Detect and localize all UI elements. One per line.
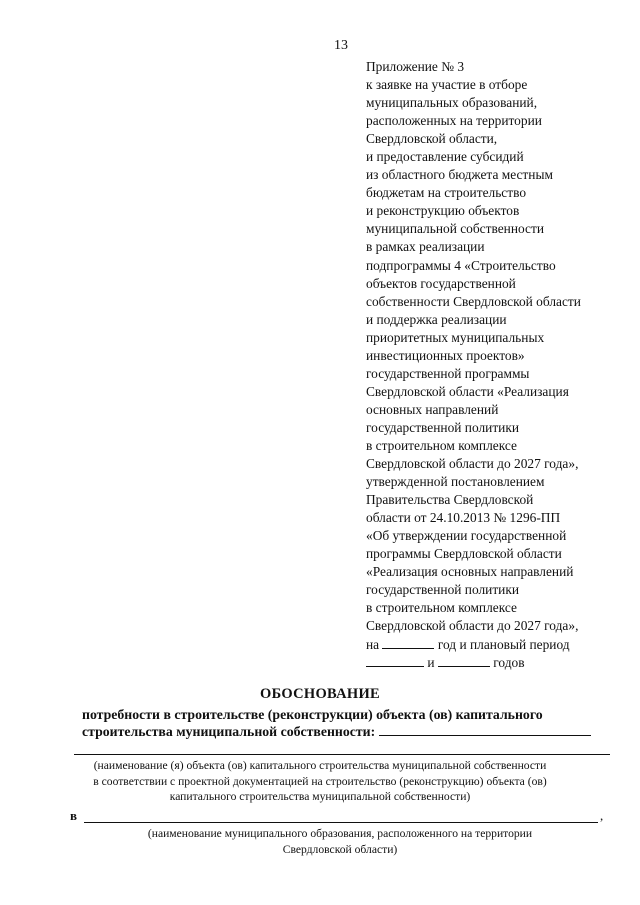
appendix-line: подпрограммы 4 «Строительство (366, 257, 556, 273)
period-blank-1 (366, 654, 424, 667)
appendix-line: в рамках реализации (366, 239, 485, 255)
appendix-line: «Об утверждении государственной (366, 528, 567, 544)
municipality-comma: , (600, 808, 604, 823)
appendix-line: и поддержка реализации (366, 311, 507, 327)
appendix-line: и предоставление субсидий (366, 149, 524, 165)
object-caption-line: капитального строительства муниципальной собственности) (169, 790, 471, 803)
appendix-line: инвестиционных проектов» (366, 347, 525, 363)
document-subtitle (82, 706, 622, 740)
appendix-line: собственности Свердловской области (366, 293, 581, 309)
appendix-line: бюджетам на строительство (366, 185, 527, 201)
period-blank-2 (438, 654, 490, 667)
appendix-line: государственной политики (366, 582, 520, 598)
appendix-line: «Реализация основных направлений (366, 564, 574, 580)
appendix-header (366, 58, 636, 672)
appendix-line: муниципальных образований, (366, 95, 538, 111)
appendix-line: приоритетных муниципальных (366, 329, 545, 345)
municipality-prefix: в (70, 808, 78, 823)
appendix-line: Свердловской области «Реализация (366, 383, 569, 399)
appendix-line: Правительства Свердловской (366, 492, 534, 508)
appendix-line: основных направлений (366, 401, 499, 417)
subtitle-line-2-text: строительства муниципальной собственности: (82, 724, 376, 739)
appendix-line: расположенных на территории (366, 113, 542, 129)
appendix-line: государственной политики (366, 419, 520, 435)
appendix-line: утвержденной постановлением (366, 474, 545, 490)
object-name-blank (379, 723, 591, 736)
year-prefix: на (366, 636, 380, 652)
object-caption (0, 758, 640, 805)
page-number: 13 (334, 38, 348, 53)
document-title: ОБОСНОВАНИЕ (259, 686, 380, 702)
appendix-line: государственной программы (366, 365, 530, 381)
appendix-line: в строительном комплексе (366, 437, 517, 453)
object-caption-line: (наименование (я) объекта (ов) капитального строительства муниципальной собственности (93, 759, 547, 772)
period-line (366, 654, 636, 672)
appendix-line: программы Свердловской области (366, 546, 562, 562)
object-caption-line: в соответствии с проектной документацией на строительство (реконструкцию) объекта (ов) (93, 774, 547, 788)
year-blank (382, 636, 434, 649)
period-middle: и (427, 654, 435, 670)
municipality-caption-line: (наименование муниципального образования, расположенного на территории (147, 827, 533, 840)
appendix-line: в строительном комплексе (366, 600, 517, 616)
period-suffix: годов (493, 654, 525, 670)
subtitle-line-1: потребности в строительстве (реконструкции) объекта (ов) капитального (82, 707, 543, 722)
appendix-line: Свердловской области до 2027 года», (366, 618, 579, 634)
appendix-line: Приложение № 3 (366, 59, 465, 74)
appendix-line: Свердловской области до 2027 года», (366, 456, 579, 472)
municipality-caption (0, 826, 640, 857)
year-middle: год и плановый период (437, 636, 570, 652)
appendix-line: муниципальной собственности (366, 221, 544, 237)
appendix-line: объектов государственной (366, 275, 516, 291)
appendix-line: области от 24.10.2013 № 1296-ПП (366, 510, 561, 526)
appendix-line: и реконструкцию объектов (366, 203, 520, 219)
appendix-line: из областного бюджета местным (366, 167, 553, 183)
subtitle-line-2 (82, 723, 622, 740)
municipality-caption-line: Свердловской области) (282, 842, 398, 856)
appendix-line: к заявке на участие в отборе (366, 77, 528, 93)
municipality-rule (84, 822, 598, 823)
year-line (366, 636, 636, 654)
appendix-line: Свердловской области, (366, 131, 498, 147)
object-name-rule (74, 754, 610, 755)
